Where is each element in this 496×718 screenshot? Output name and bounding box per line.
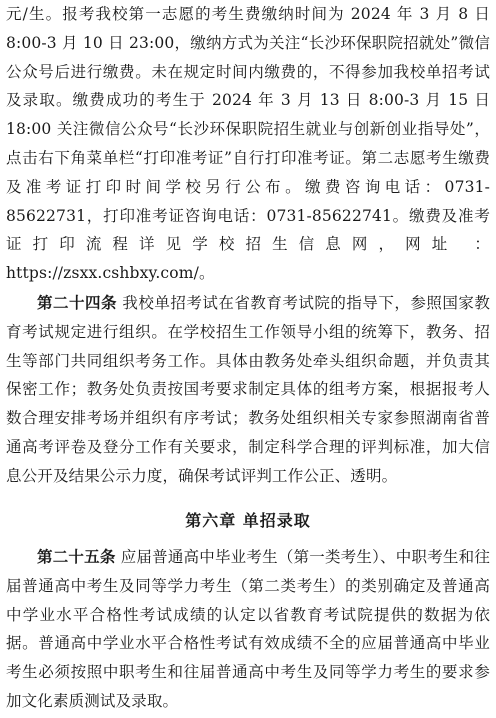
article-24 — [6, 289, 490, 491]
article-24-text: 我校单招考试在省教育考试院的指导下，参照国家教育考试规定进行组织。在学校招生工作领导小组的统筹下，教务、招生等部门共同组织考务工作。具体由教务处牵头组织命题，并负责其保密工作；教务处负责按国考要求制定具体的组考方案，根据报考人数合理安排考场并组织有序考试；教务处组织相关专家参照湖南省普通高考评卷及登分工作有关要求，制定科学合理的评判标准，加大信息公开及结果公示力度，确保考试评判工作公正、透明。 — [6, 293, 490, 485]
chapter-title: 第六章 单招录取 — [185, 511, 311, 530]
article-24-number: 第二十四条 — [37, 292, 117, 312]
article-25-text: 应届普通高中毕业考生（第一类考生）、中职考生和往届普通高中考生及同等学力考生（第二类考生）的类别确定及普通高中学业水平合格性考试成绩的认定以省教育考试院提供的数据为依据。普通高中学业水平合格性考试有效成绩不全的应届普通高中毕业考生必须按照中职考生和往届普通高中考生及同等学力考生的要求参加文化素质测试及录取。 — [6, 548, 490, 710]
article-25 — [6, 543, 490, 716]
paragraph-fee-payment: 元/生。报考我校第一志愿的考生费缴纳时间为 2024 年 3 月 8 日 8:00-3 月 10 日 23:00，缴纳方式为关注“长沙环保职院招就处”微信公众号后进行缴费。未在规定时间内缴费的，不得参加我校单招考试及录取。缴费成功的考生于 2024 年 3 月 13 日 8:00-3 月 15 日 18:00 关注微信公众号“长沙环保职院招生就业与创新创业指导处”，点击右下角菜单栏“打印准考证”自行打印准考证。第二志愿考生缴费及准考证打印时间学校另行公布。缴费咨询电话：0731-85622731，打印准考证咨询电话：0731-85622741。缴费及准考证打印流程详见学校招生信息网，网址 ：https://zsxx.cshbxy.com/。 — [6, 5, 490, 283]
article-25-number: 第二十五条 — [37, 547, 116, 566]
